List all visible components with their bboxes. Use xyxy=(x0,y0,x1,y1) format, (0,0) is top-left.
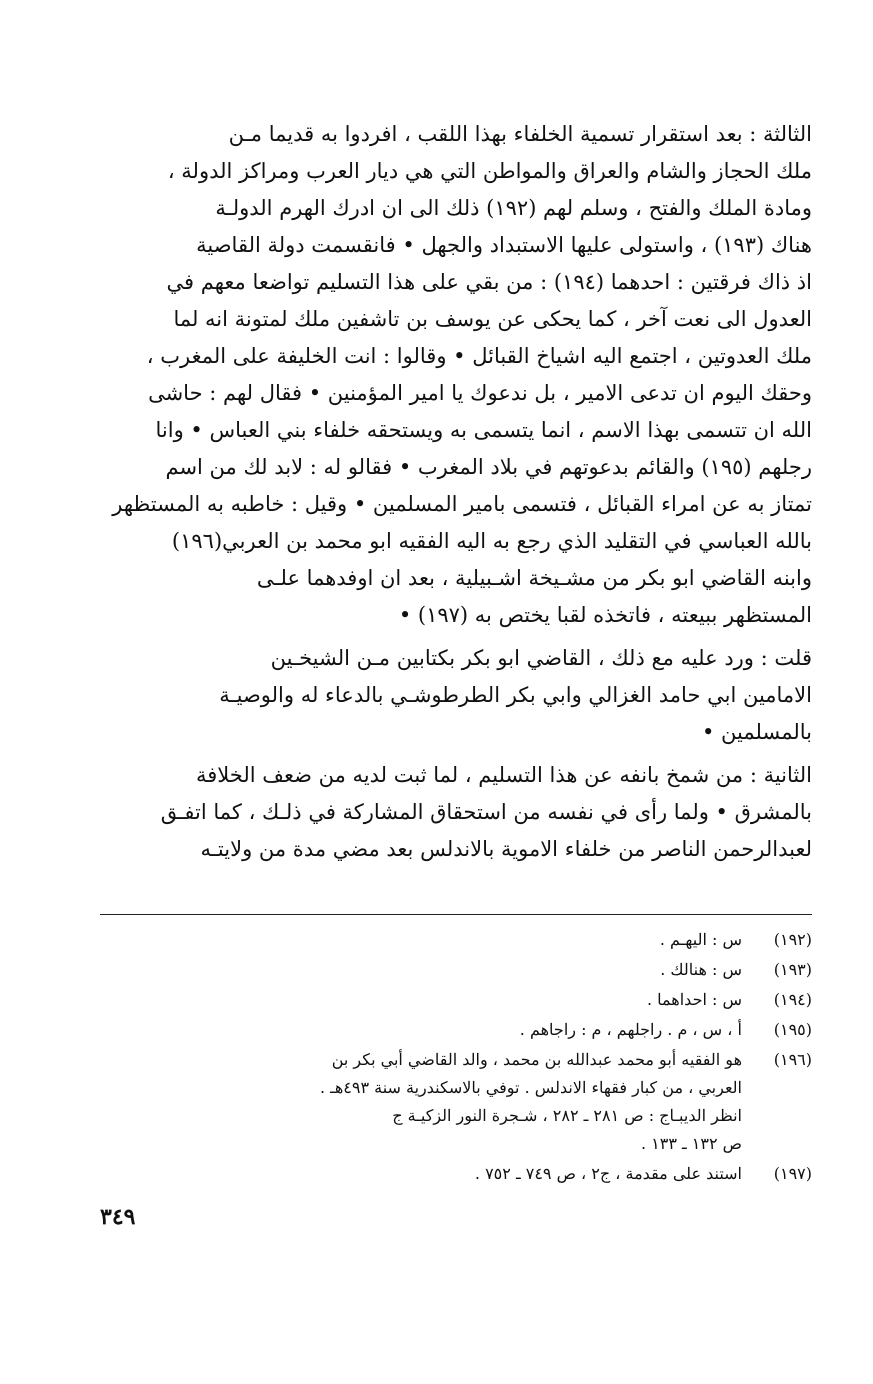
footnote-line: ص ١٣٢ ـ ١٣٣ . xyxy=(640,1134,742,1153)
text-line: الله ان تتسمى بهذا الاسم ، انما يتسمى به ويستحقه خلفاء بني العباس • وانا xyxy=(155,418,812,442)
text-line: بالله العباسي في التقليد الذي رجع به اليه الفقيه ابو محمد بن العربي(١٩٦) xyxy=(171,529,812,553)
footnote-number: (١٩٢) xyxy=(773,930,812,949)
footnote-line: أ ، س ، م . راجلهم ، م : راجاهم . xyxy=(519,1020,742,1039)
footnote-text xyxy=(100,1160,742,1188)
footnote-text xyxy=(100,986,742,1014)
footnote-line: هو الفقيه أبو محمد عبدالله بن محمد ، والد القاضي أبي بكر بن xyxy=(331,1050,742,1069)
text-line: ومادة الملك والفتح ، وسلم لهم (١٩٢) ذلك الى ان ادرك الهرم الدولـة xyxy=(215,196,812,220)
footnote xyxy=(100,956,812,984)
text-line: بالمسلمين • xyxy=(702,720,812,744)
footnote xyxy=(100,926,812,954)
text-line: لعبدالرحمن الناصر من خلفاء الاموية بالاندلس بعد مضي مدة من ولايتـه xyxy=(200,837,812,861)
footnote-line: انظر الديبـاج : ص ٢٨١ ـ ٢٨٢ ، شـجرة النور الزكيـة ج xyxy=(392,1106,742,1125)
main-text xyxy=(100,116,812,868)
footnote-line: س : احداهما . xyxy=(646,990,742,1009)
paragraph xyxy=(100,640,812,751)
footnote xyxy=(100,1016,812,1044)
text-line: الامامين ابي حامد الغزالي وابي بكر الطرطوشـي بالدعاء له والوصيـة xyxy=(219,683,812,707)
footnote-number: (١٩٤) xyxy=(773,990,812,1009)
text-line: الثالثة : بعد استقرار تسمية الخلفاء بهذا اللقب ، افردوا به قديما مـن xyxy=(228,122,812,146)
paragraph xyxy=(100,757,812,868)
text-line: قلت : ورد عليه مع ذلك ، القاضي ابو بكر بكتابين مـن الشيخـين xyxy=(270,646,812,670)
footnote-line: استند على مقدمة ، ج٢ ، ص ٧٤٩ ـ ٧٥٢ . xyxy=(474,1164,742,1183)
footnote xyxy=(100,1160,812,1188)
footnote-divider xyxy=(100,914,812,915)
text-line: تمتاز به عن امراء القبائل ، فتسمى بامير المسلمين • وقيل : خاطبه به المستظهر xyxy=(112,492,812,516)
text-line: العدول الى نعت آخر ، كما يحكى عن يوسف بن تاشفين ملك لمتونة انه لما xyxy=(173,307,812,331)
text-line: وابنه القاضي ابو بكر من مشـيخة اشـبيلية ، بعد ان اوفدهما علـى xyxy=(256,566,812,590)
footnote xyxy=(100,1046,812,1158)
footnote-number: (١٩٥) xyxy=(773,1020,812,1039)
footnotes xyxy=(100,926,812,1190)
footnote-text xyxy=(100,1016,742,1044)
footnote-text xyxy=(100,926,742,954)
text-line: وحقك اليوم ان تدعى الامير ، بل ندعوك يا امير المؤمنين • فقال لهم : حاشى xyxy=(148,381,812,405)
footnote-text xyxy=(100,1046,742,1158)
text-line: اذ ذاك فرقتين : احدهما (١٩٤) : من بقي على هذا التسليم تواضعا معهم في xyxy=(166,270,812,294)
footnote-number: (١٩٧) xyxy=(773,1164,812,1183)
footnote-number: (١٩٣) xyxy=(773,960,812,979)
text-line: رجلهم (١٩٥) والقائم بدعوتهم في بلاد المغرب • فقالو له : لابد لك من اسم xyxy=(165,455,812,479)
footnote-number: (١٩٦) xyxy=(773,1050,812,1069)
text-line: الثانية : من شمخ بانفه عن هذا التسليم ، لما ثبت لديه من ضعف الخلافة xyxy=(195,763,812,787)
page-number: ٣٤٩ xyxy=(100,1204,136,1230)
footnote-text xyxy=(100,956,742,984)
text-line: بالمشرق • ولما رأى في نفسه من استحقاق المشاركة في ذلـك ، كما اتفـق xyxy=(160,800,812,824)
text-line: هناك (١٩٣) ، واستولى عليها الاستبداد والجهل • فانقسمت دولة القاصية xyxy=(196,233,812,257)
footnote xyxy=(100,986,812,1014)
footnote-line: العربي ، من كبار فقهاء الاندلس . توفي بالاسكندرية سنة ٤٩٣هـ . xyxy=(319,1078,742,1097)
text-line: المستظهر ببيعته ، فاتخذه لقبا يختص به (١٩٧) • xyxy=(398,603,812,627)
text-line: ملك الحجاز والشام والعراق والمواطن التي هي ديار العرب ومراكز الدولة ، xyxy=(167,159,812,183)
footnote-line: س : هنالك . xyxy=(660,960,742,979)
footnote-line: س : اليهـم . xyxy=(659,930,742,949)
paragraph xyxy=(100,116,812,634)
text-line: ملك العدوتين ، اجتمع اليه اشياخ القبائل • وقالوا : انت الخليفة على المغرب ، xyxy=(146,344,812,368)
